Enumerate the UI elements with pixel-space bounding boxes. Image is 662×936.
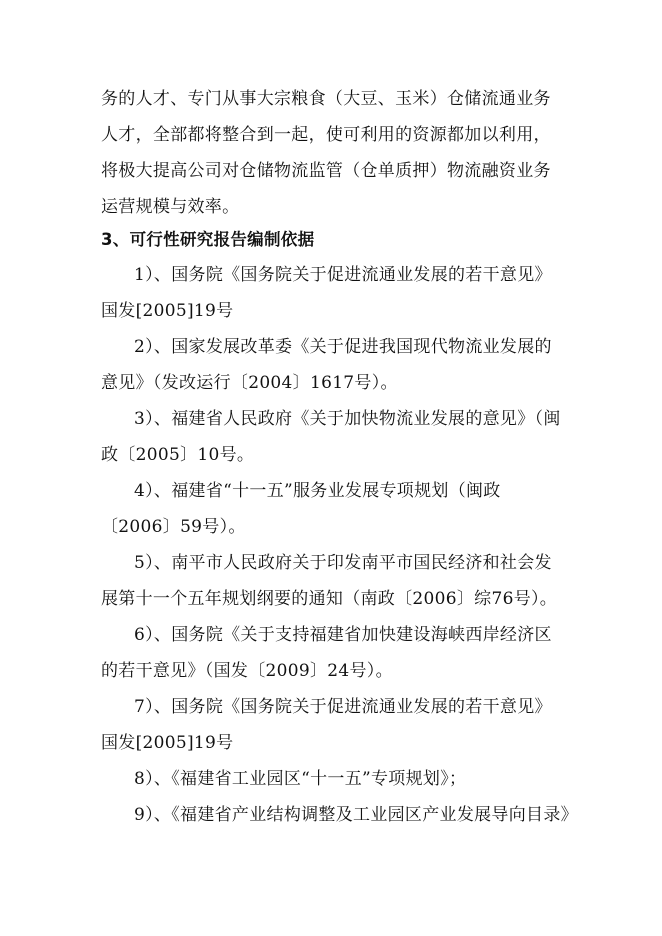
intro-line-1: 务的人才、专门从事大宗粮食（大豆、玉米）仓储流通业务 xyxy=(101,89,551,109)
intro-line-3: 将极大提高公司对仓储物流监管（仓单质押）物流融资业务 xyxy=(101,161,551,181)
basis-item-2-line-1: 2）、国家发展改革委《关于促进我国现代物流业发展的 xyxy=(134,337,552,357)
basis-item-3-line-2: 政〔2005〕10号。 xyxy=(101,445,255,465)
basis-item-3-line-1: 3）、福建省人民政府《关于加快物流业发展的意见》（闽 xyxy=(134,409,561,429)
basis-item-1-line-1: 1）、国务院《国务院关于促进流通业发展的若干意见》 xyxy=(134,265,552,285)
basis-item-6-line-1: 6）、国务院《关于支持福建省加快建设海峡西岸经济区 xyxy=(134,625,552,645)
basis-item-6-line-2: 的若干意见》（国发〔2009〕24号）。 xyxy=(101,661,393,681)
basis-item-4-line-2: 〔2006〕59号）。 xyxy=(101,517,246,537)
basis-item-7-line-2: 国发[2005]19号 xyxy=(101,733,234,753)
basis-item-1-line-2: 国发[2005]19号 xyxy=(101,301,234,321)
section-heading: 3、可行性研究报告编制依据 xyxy=(101,230,315,249)
basis-item-8: 8）、《福建省工业园区“十一五”专项规划》； xyxy=(134,769,467,789)
intro-line-4: 运营规模与效率。 xyxy=(101,197,240,217)
basis-item-9: 9）、《福建省产业结构调整及工业园区产业发展导向目录》 xyxy=(134,805,578,825)
basis-item-2-line-2: 意见》（发改运行〔2004〕1617号）。 xyxy=(101,373,398,393)
intro-line-2: 人才，全部都将整合到一起，使可利用的资源都加以利用， xyxy=(101,125,551,145)
basis-item-5-line-2: 展第十一个五年规划纲要的通知（南政〔2006〕综76号）。 xyxy=(101,589,558,609)
basis-item-7-line-1: 7）、国务院《国务院关于促进流通业发展的若干意见》 xyxy=(134,697,552,717)
basis-item-5-line-1: 5）、南平市人民政府关于印发南平市国民经济和社会发 xyxy=(134,553,552,573)
basis-item-4-line-1: 4）、福建省“十一五”服务业发展专项规划（闽政 xyxy=(134,481,501,501)
